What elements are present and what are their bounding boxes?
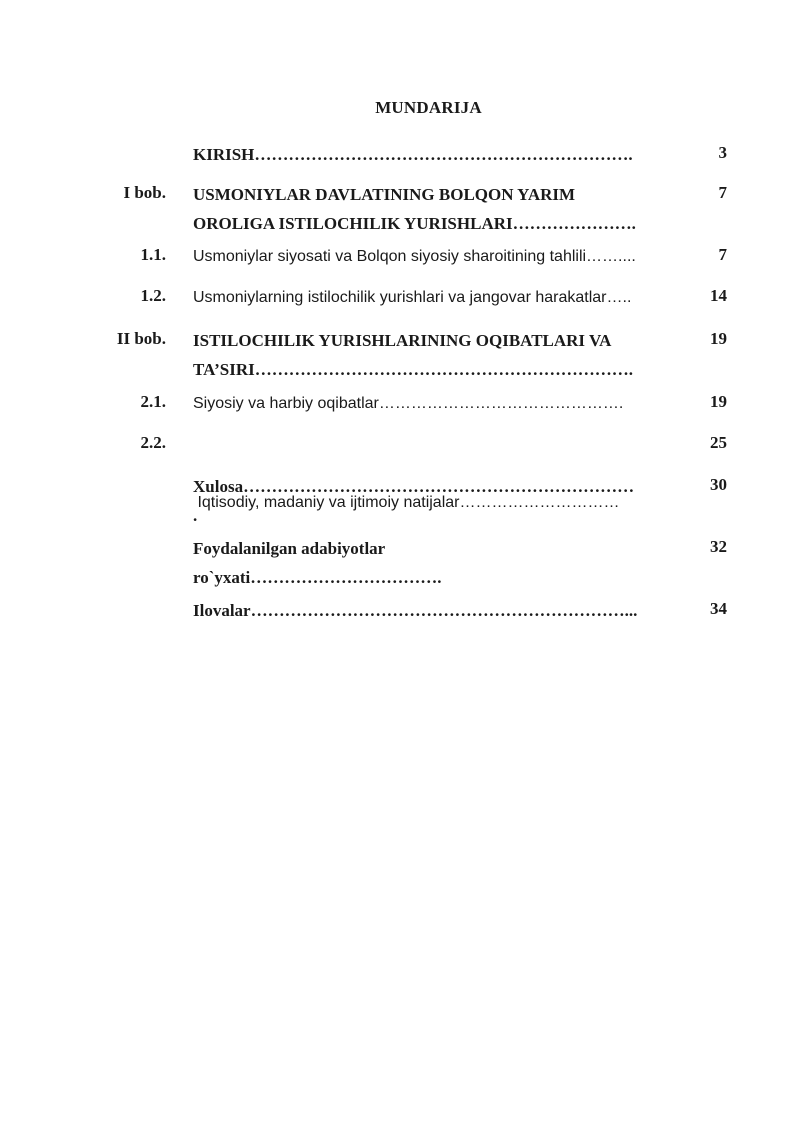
toc-entry-page: 19: [710, 329, 727, 348]
toc-entry-number: II bob.: [116, 329, 166, 348]
toc-entry-page: 32: [710, 537, 727, 556]
toc-entry-number: 2.1.: [140, 392, 166, 411]
toc-entry-page: 7: [718, 183, 727, 202]
toc-entry-title: USMONIYLAR DAVLATINING BOLQON YARIM OROLIGA ISTILOCHILIK YURISHLARI………………….: [193, 185, 636, 233]
toc-entry-page: 25: [710, 433, 727, 452]
toc-entry-number: I bob.: [123, 183, 166, 202]
toc-entry-page: 30: [710, 475, 727, 494]
toc-entry-page: 14: [710, 286, 727, 305]
page-title: MUNDARIJA: [375, 98, 482, 117]
toc-entry-title: Iqtisodiy, madaniy va ijtimoiy natijalar…………………………: [193, 494, 620, 511]
toc-entry-number: 1.1.: [140, 245, 166, 264]
toc-entry-page: 3: [718, 143, 727, 162]
toc-entry-page: 19: [710, 392, 727, 411]
toc-entry-number: 2.2.: [140, 433, 166, 452]
toc-entry-title: ISTILOCHILIK YURISHLARINING OQIBATLARI VA TA’SIRI………………………………………………………….: [193, 331, 633, 379]
toc-entry-number: 1.2.: [140, 286, 166, 305]
toc-entry-title: Siyosiy va harbiy oqibatlar……………………………………….: [193, 395, 624, 412]
toc-entry-title: Usmoniylarning istilochilik yurishlari va jangovar harakatlar…..: [193, 289, 632, 306]
toc-entry-title: KIRISH………………………………………………………….: [193, 145, 633, 164]
toc-entry-title: Ilovalar…………………………………………………………...: [193, 601, 638, 620]
toc-entry-title: Usmoniylar siyosati va Bolqon siyosiy sharoitining tahlili……....: [193, 248, 636, 265]
toc-entry-page: 7: [718, 245, 727, 264]
toc-entry-page: 34: [710, 599, 727, 618]
toc-entry-title: Xulosa…………………………………………………………… .: [193, 477, 635, 525]
toc-entry-title: Foydalanilgan adabiyotlar ro`yxati…………………………….: [193, 539, 442, 587]
